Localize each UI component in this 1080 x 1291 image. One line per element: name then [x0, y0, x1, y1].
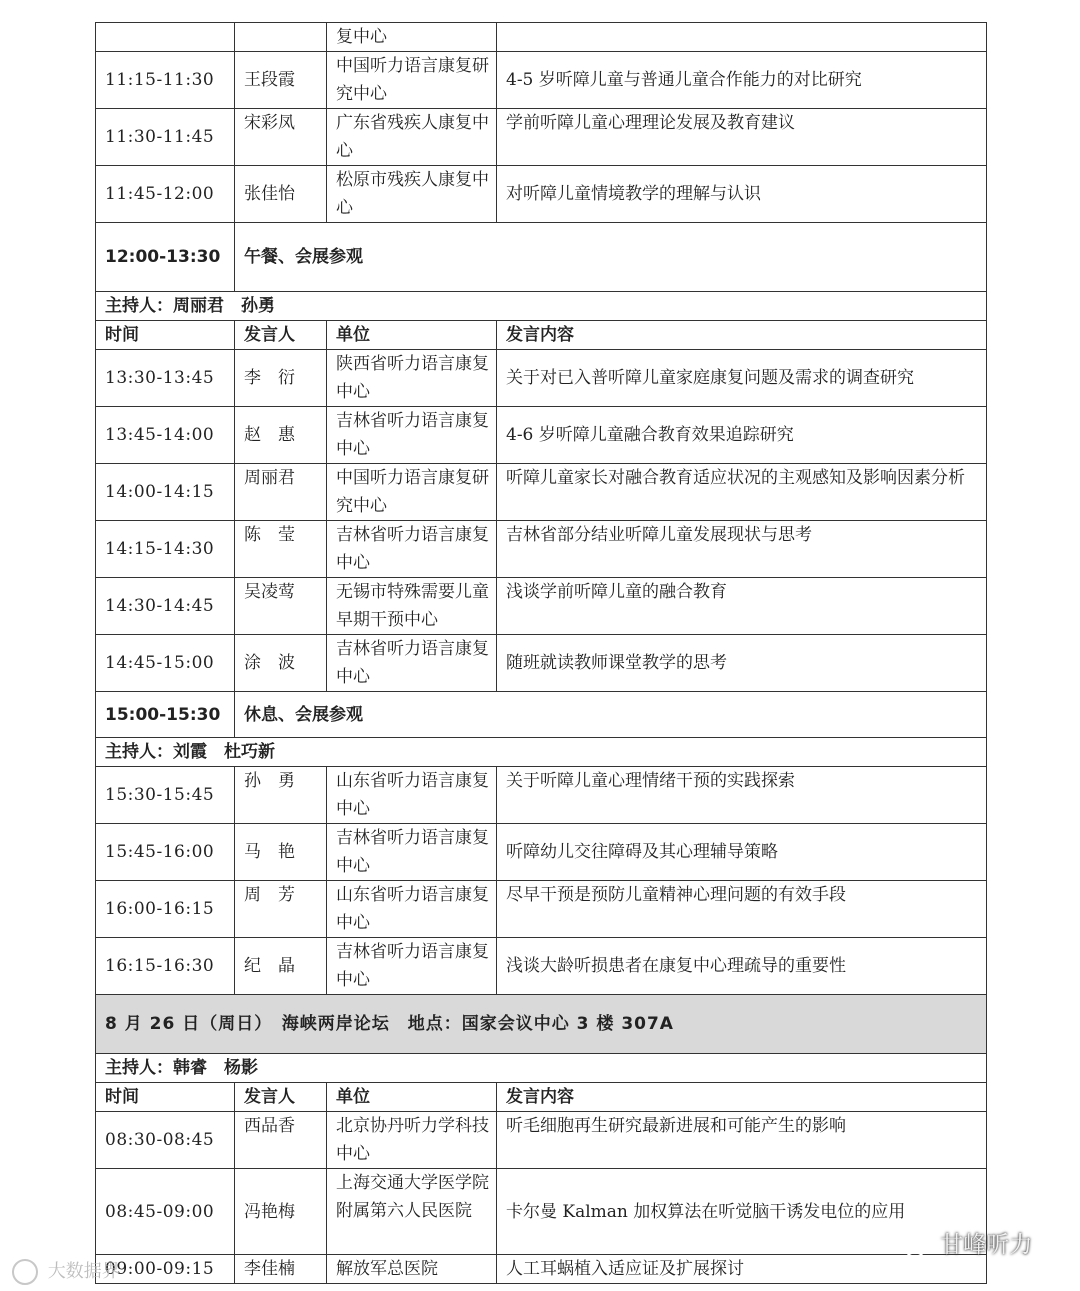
org-cell: 松原市残疾人康复中心 [327, 166, 497, 223]
header-row [96, 321, 987, 350]
org-cell: 吉林省听力语言康复中心 [327, 635, 497, 692]
org-cell: 山东省听力语言康复中心 [327, 881, 497, 938]
table-row [96, 350, 987, 407]
host-row [96, 1054, 987, 1083]
org-cell: 陕西省听力语言康复中心 [327, 350, 497, 407]
table-row [96, 578, 987, 635]
topic-cell: 听毛细胞再生研究最新进展和可能产生的影响 [497, 1112, 987, 1169]
topic-cell: 学前听障儿童心理理论发展及教育建议 [497, 109, 987, 166]
org-cell: 上海交通大学医学院附属第六人民医院 [327, 1169, 497, 1255]
host-row [96, 292, 987, 321]
speaker-cell: 涂 波 [235, 635, 327, 692]
table-row [96, 1112, 987, 1169]
topic-cell: 听障儿童家长对融合教育适应状况的主观感知及影响因素分析 [497, 464, 987, 521]
day-banner: 8 月 26 日（周日） 海峡两岸论坛 地点：国家会议中心 3 楼 307A [96, 995, 987, 1054]
topic-cell: 浅谈大龄听损患者在康复中心理疏导的重要性 [497, 938, 987, 995]
table-row [96, 824, 987, 881]
break-row [96, 223, 987, 292]
org-cell: 山东省听力语言康复中心 [327, 767, 497, 824]
speaker-cell: 陈 莹 [235, 521, 327, 578]
header-org: 单位 [327, 1083, 497, 1112]
header-org: 单位 [327, 321, 497, 350]
topic-cell: 听障幼儿交往障碍及其心理辅导策略 [497, 824, 987, 881]
time-cell: 11:30-11:45 [96, 109, 235, 166]
org-cell: 吉林省听力语言康复中心 [327, 824, 497, 881]
speaker-cell: 李佳楠 [235, 1255, 327, 1284]
speaker-cell: 吴凌莺 [235, 578, 327, 635]
header-speaker: 发言人 [235, 1083, 327, 1112]
time-cell: 14:30-14:45 [96, 578, 235, 635]
circle-logo-icon [12, 1259, 38, 1285]
topic-cell [497, 23, 987, 52]
break-label: 午餐、会展参观 [235, 223, 987, 292]
watermark-right-text: 甘峰听力 [940, 1232, 1033, 1258]
speaker-cell: 周 芳 [235, 881, 327, 938]
time-cell: 14:15-14:30 [96, 521, 235, 578]
table-row [96, 166, 987, 223]
header-time: 时间 [96, 1083, 235, 1112]
time-cell: 13:45-14:00 [96, 407, 235, 464]
host-label: 主持人：刘霞 杜巧新 [96, 738, 987, 767]
time-cell: 14:45-15:00 [96, 635, 235, 692]
header-topic: 发言内容 [497, 321, 987, 350]
table-row [96, 635, 987, 692]
speaker-cell: 马 艳 [235, 824, 327, 881]
org-cell: 无锡市特殊需要儿童早期干预中心 [327, 578, 497, 635]
topic-cell: 随班就读教师课堂教学的思考 [497, 635, 987, 692]
org-cell: 广东省残疾人康复中心 [327, 109, 497, 166]
speaker-cell: 孙 勇 [235, 767, 327, 824]
break-time: 15:00-15:30 [96, 692, 235, 738]
speaker-cell: 宋彩凤 [235, 109, 327, 166]
header-row [96, 1083, 987, 1112]
time-cell: 13:30-13:45 [96, 350, 235, 407]
speaker-cell: 纪 晶 [235, 938, 327, 995]
topic-cell: 4-5 岁听障儿童与普通儿童合作能力的对比研究 [497, 52, 987, 109]
break-row [96, 692, 987, 738]
time-cell: 11:45-12:00 [96, 166, 235, 223]
break-time: 12:00-13:30 [96, 223, 235, 292]
topic-cell: 卡尔曼 Kalman 加权算法在听觉脑干诱发电位的应用 [497, 1169, 987, 1255]
org-cell: 吉林省听力语言康复中心 [327, 521, 497, 578]
host-label: 主持人：韩睿 杨影 [96, 1054, 987, 1083]
time-cell: 15:45-16:00 [96, 824, 235, 881]
topic-cell: 对听障儿童情境教学的理解与认识 [497, 166, 987, 223]
speaker-cell: 张佳怡 [235, 166, 327, 223]
header-topic: 发言内容 [497, 1083, 987, 1112]
speaker-cell [235, 23, 327, 52]
speaker-cell: 西品香 [235, 1112, 327, 1169]
topic-cell: 关于对已入普听障儿童家庭康复问题及需求的调查研究 [497, 350, 987, 407]
header-speaker: 发言人 [235, 321, 327, 350]
host-row [96, 738, 987, 767]
time-cell: 15:30-15:45 [96, 767, 235, 824]
speaker-cell: 王段霞 [235, 52, 327, 109]
time-cell [96, 23, 235, 52]
time-cell: 08:45-09:00 [96, 1169, 235, 1255]
org-cell: 北京协丹听力学科技中心 [327, 1112, 497, 1169]
watermark-right [893, 1226, 1032, 1260]
day-banner-row [96, 995, 987, 1054]
org-cell: 复中心 [327, 23, 497, 52]
table-row [96, 52, 987, 109]
topic-cell: 人工耳蜗植入适应证及扩展探讨 [497, 1255, 987, 1284]
table-row [96, 23, 987, 52]
host-label: 主持人：周丽君 孙勇 [96, 292, 987, 321]
table-row [96, 881, 987, 938]
table-row [96, 464, 987, 521]
time-cell: 09:00-09:15 [96, 1255, 235, 1284]
table-row [96, 109, 987, 166]
time-cell: 11:15-11:30 [96, 52, 235, 109]
org-cell: 中国听力语言康复研究中心 [327, 52, 497, 109]
topic-cell: 尽早干预是预防儿童精神心理问题的有效手段 [497, 881, 987, 938]
time-cell: 16:15-16:30 [96, 938, 235, 995]
org-cell: 解放军总医院 [327, 1255, 497, 1284]
wechat-icon [893, 1232, 927, 1260]
org-cell: 吉林省听力语言康复中心 [327, 407, 497, 464]
time-cell: 14:00-14:15 [96, 464, 235, 521]
watermark-left-text: 大数据界 [47, 1261, 120, 1282]
topic-cell: 吉林省部分结业听障儿童发展现状与思考 [497, 521, 987, 578]
speaker-cell: 李 衍 [235, 350, 327, 407]
time-cell: 08:30-08:45 [96, 1112, 235, 1169]
table-row [96, 1169, 987, 1255]
table-row [96, 938, 987, 995]
watermark-left [12, 1257, 120, 1285]
speaker-cell: 赵 惠 [235, 407, 327, 464]
schedule-table [95, 22, 987, 1284]
table-row [96, 767, 987, 824]
topic-cell: 关于听障儿童心理情绪干预的实践探索 [497, 767, 987, 824]
break-label: 休息、会展参观 [235, 692, 987, 738]
speaker-cell: 周丽君 [235, 464, 327, 521]
org-cell: 吉林省听力语言康复中心 [327, 938, 497, 995]
org-cell: 中国听力语言康复研究中心 [327, 464, 497, 521]
header-time: 时间 [96, 321, 235, 350]
table-row [96, 1255, 987, 1284]
time-cell: 16:00-16:15 [96, 881, 235, 938]
topic-cell: 浅谈学前听障儿童的融合教育 [497, 578, 987, 635]
table-row [96, 407, 987, 464]
topic-cell: 4-6 岁听障儿童融合教育效果追踪研究 [497, 407, 987, 464]
speaker-cell: 冯艳梅 [235, 1169, 327, 1255]
table-row [96, 521, 987, 578]
